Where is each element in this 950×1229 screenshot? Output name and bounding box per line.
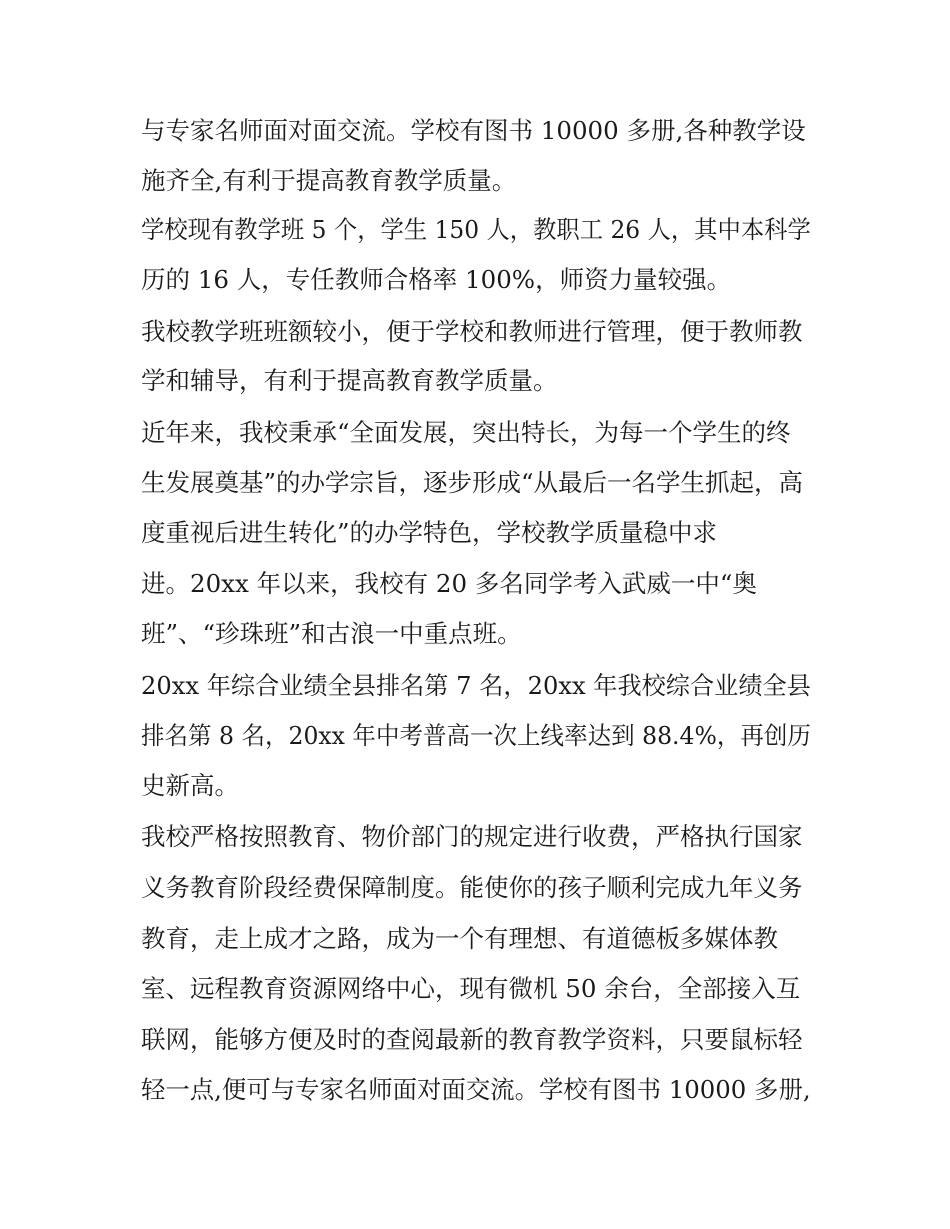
- text-line: 近年来，我校秉承“全面发展，突出特长，为每一个学生的终: [141, 418, 791, 447]
- text-line: 教育，走上成才之路，成为一个有理想、有道德板多媒体教: [141, 924, 778, 953]
- text-line: 我校教学班班额较小，便于学校和教师进行管理，便于教师教: [141, 317, 803, 346]
- text-line: 义务教育阶段经费保障制度。能使你的孩子顺利完成九年义务: [141, 873, 803, 902]
- text-line: 20xx 年综合业绩全县排名第 7 名，20xx 年我校综合业绩全县: [141, 671, 811, 700]
- text-line: 历的 16 人，专任教师合格率 100%，师资力量较强。: [141, 265, 732, 294]
- text-line: 联网，能够方便及时的查阅最新的教育教学资料，只要鼠标轻: [141, 1025, 803, 1054]
- text-line: 室、远程教育资源网络中心，现有微机 50 余台，全部接入互: [141, 974, 801, 1003]
- text-line: 施齐全,有利于提高教育教学质量。: [141, 166, 517, 195]
- text-line: 史新高。: [141, 771, 239, 800]
- text-line: 排名第 8 名，20xx 年中考普高一次上线率达到 88.4%，再创历: [141, 721, 811, 750]
- text-line: 进。20xx 年以来，我校有 20 多名同学考入武威一中“奥: [141, 569, 757, 598]
- text-line: 学和辅导，有利于提高教育教学质量。: [141, 366, 558, 395]
- text-line: 班”、“珍珠班”和古浪一中重点班。: [141, 619, 522, 648]
- text-line: 学校现有教学班 5 个，学生 150 人，教职工 26 人，其中本科学: [141, 215, 811, 244]
- text-line: 轻一点,便可与专家名师面对面交流。学校有图书 10000 多册,: [141, 1075, 811, 1104]
- text-line: 与专家名师面对面交流。学校有图书 10000 多册,各种教学设: [141, 116, 806, 145]
- text-line: 度重视后进生转化”的办学特色，学校教学质量稳中求: [141, 518, 718, 547]
- text-line: 生发展奠基”的办学宗旨，逐步形成“从最后一名学生抓起，高: [141, 468, 804, 497]
- text-line: 我校严格按照教育、物价部门的规定进行收费，严格执行国家: [141, 822, 803, 851]
